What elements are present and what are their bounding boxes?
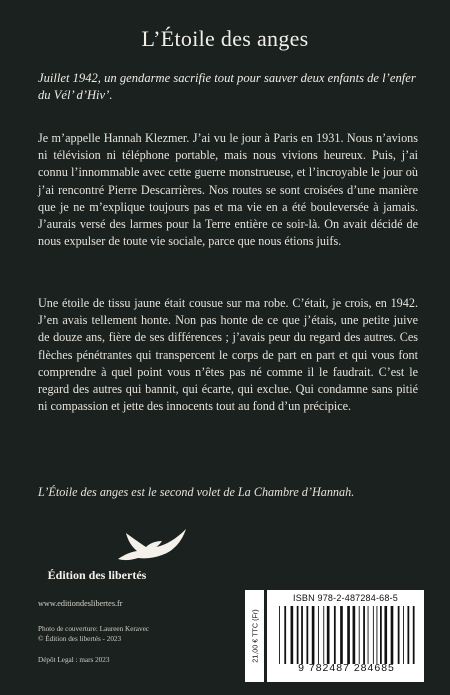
barcode-bar [312, 606, 315, 664]
dove-icon [90, 525, 200, 565]
photo-credit: Photo de couverture: Laureen Keravec [38, 625, 149, 633]
barcode-digits: 9 782487 284685 [298, 662, 395, 674]
barcode-bar [347, 606, 350, 664]
barcode-bars [279, 606, 419, 664]
credits [38, 624, 149, 644]
barcode-bar [373, 606, 374, 664]
book-title: L’Étoile des anges [141, 26, 309, 51]
barcode-bar [323, 606, 324, 664]
barcode-bar [413, 606, 415, 664]
price-label [245, 590, 264, 682]
barcode-bar [327, 606, 330, 664]
barcode-bar [380, 606, 382, 664]
series-note: L’Étoile des anges est le second volet de La Chambre d’Hannah. [38, 485, 355, 499]
barcode-bar [359, 606, 360, 664]
barcode-bar [301, 606, 303, 664]
legal-deposit: Dépôt Legal : mars 2023 [38, 656, 110, 664]
barcode-bar [297, 606, 299, 664]
barcode-bar [318, 606, 319, 664]
barcode-bar [384, 606, 387, 664]
publisher-name: Édition des libertés [47, 568, 147, 582]
isbn: ISBN 978-2-487284-68-5 [293, 593, 398, 603]
barcode-bar [407, 606, 409, 664]
synopsis-paragraph-1: Je m’appelle Hannah Klezmer. J’ai vu le jour à Paris en 1931. Nous n’avions ni télévision ni téléphone portable, mais nous vivions heureux. Puis, j’ai connu l’innommable avec cette guerre monstrueuse, et l’incroyable le jour où j’ai rencontré Pierre Descarrières. Nos routes se sont croisées d’une manière que je ne m’explique toujours pas et ma vie en a été bouleversée à jamais. J’aurais versé des larmes pour la Terre entière ce soir-là. On avait décidé de nous expulser de toute vie sociale, parce que nous étions juifs. [38, 131, 418, 249]
barcode-label [267, 590, 424, 682]
price: 21,00 € TTC (Fr) [250, 609, 259, 663]
barcode-bar [391, 606, 394, 664]
barcode-bar [403, 606, 404, 664]
barcode-bar [363, 606, 365, 664]
publisher-website[interactable]: www.editiondeslibertes.fr [38, 599, 123, 608]
barcode-bar [376, 606, 377, 664]
barcode-bar [291, 606, 294, 664]
barcode-bar [353, 606, 356, 664]
barcode-bar [284, 606, 286, 664]
tagline: Juillet 1942, un gendarme sacrifie tout pour sauver deux enfants de l’enfer du Vél’ d’Hiv’. [38, 71, 416, 102]
barcode-bar [306, 606, 308, 664]
barcode-bar [334, 606, 336, 664]
barcode-bar [398, 606, 400, 664]
barcode-bar [340, 606, 343, 664]
barcode-bar [368, 606, 369, 664]
copyright: © Édition des libertés - 2023 [38, 635, 122, 643]
synopsis-paragraph-2: Une étoile de tissu jaune était cousue sur ma robe. C’était, je crois, en 1942. J’en avais tellement honte. Non pas honte de ce que j’étais, une petite juive de douze ans, fière de ses différences ; j’avais peur du regard des autres. Ces flèches pénétrantes qui transpercent le corps de part en part et qui vous font comprendre à quel point vous n’êtes pas né comme il le faudrait. C’est le regard des autres qui bannit, qui écarte, qui exclue. Qui condamne sans pitié ni compassion et jette des innocents tout au fond d’un précipice. [38, 296, 418, 414]
barcode-bar [279, 606, 280, 664]
